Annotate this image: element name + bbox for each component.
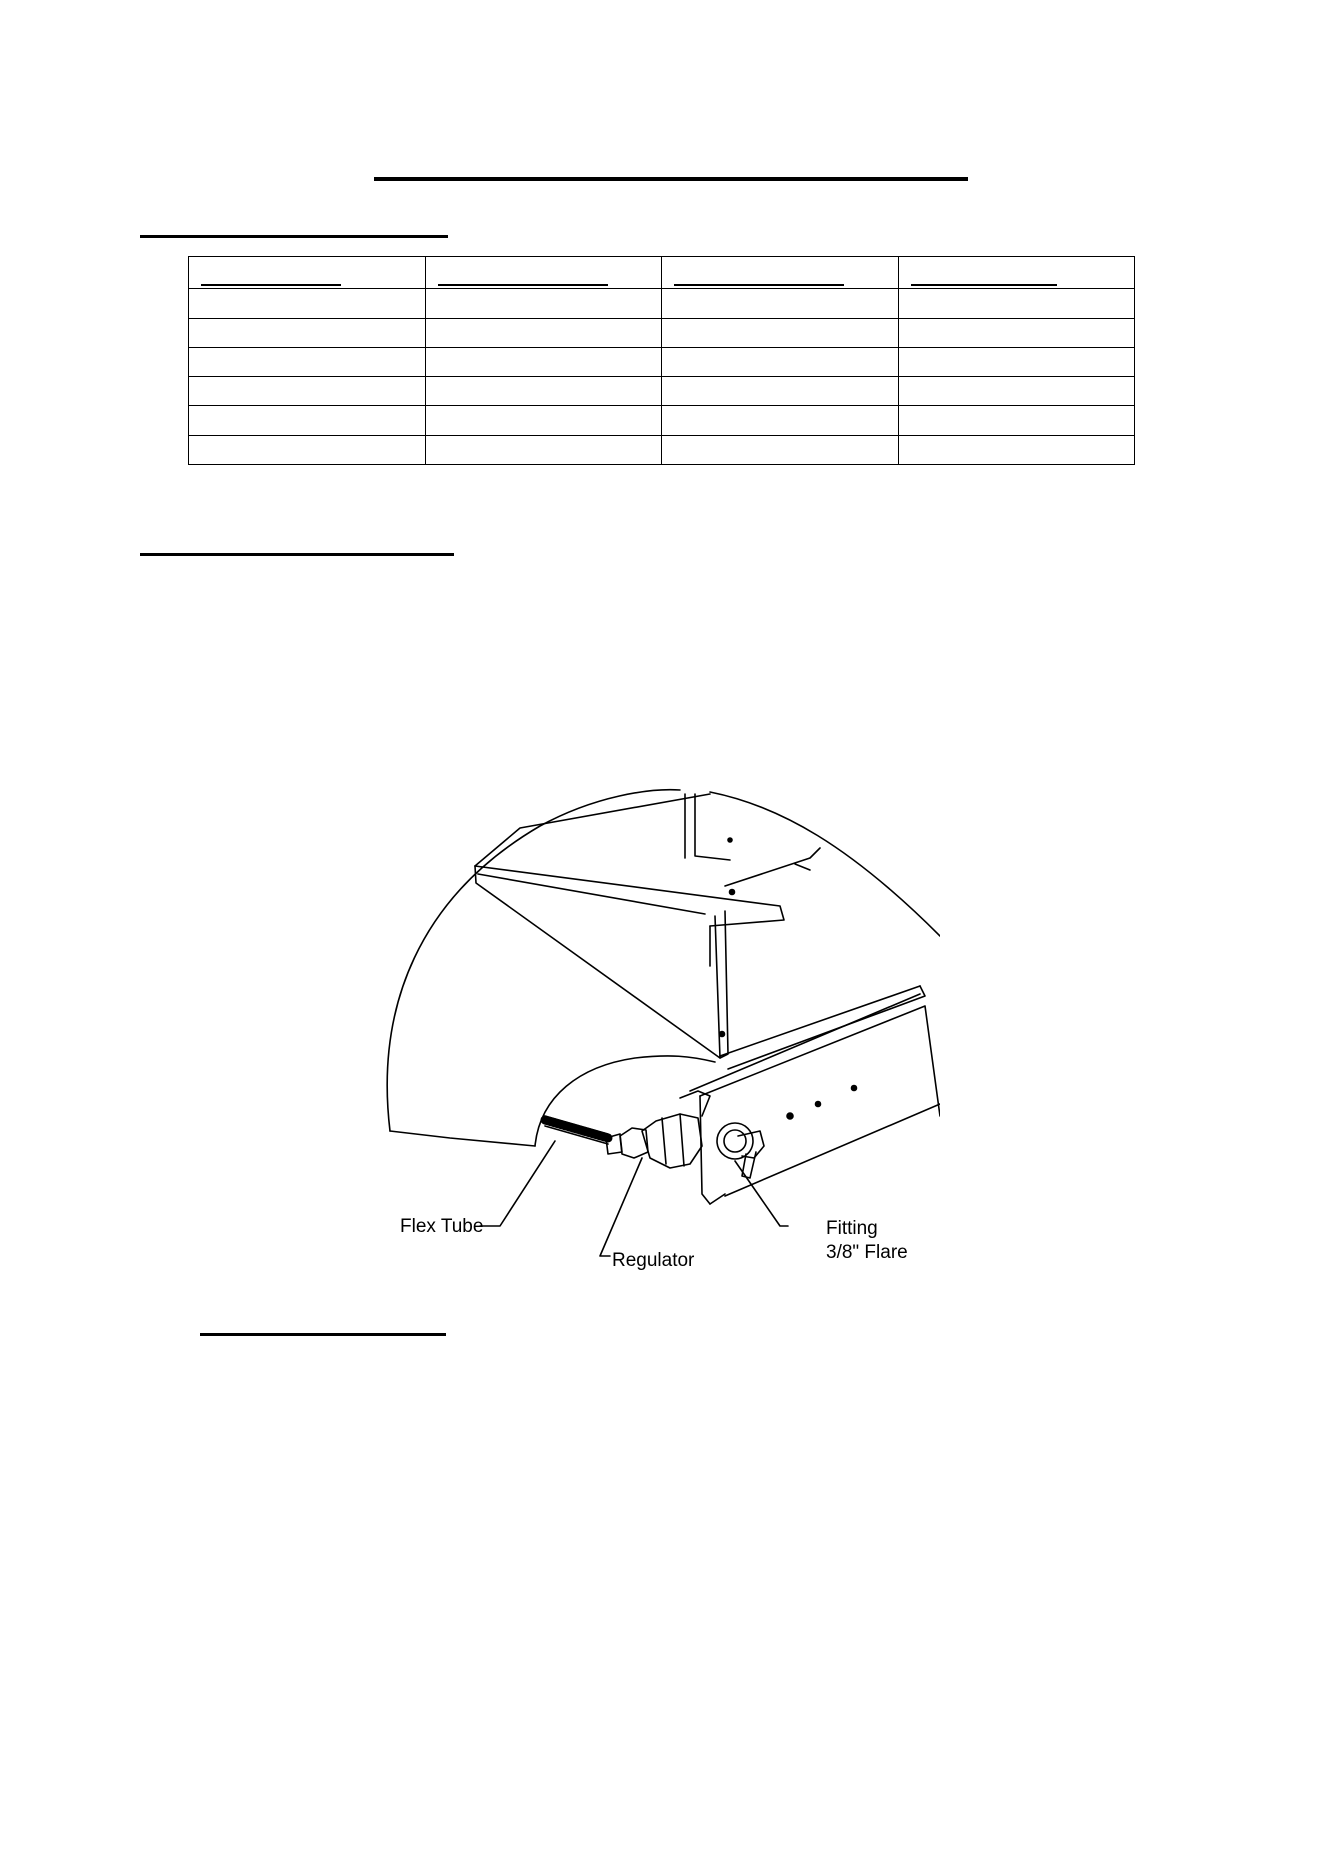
table-cell: [189, 406, 426, 435]
section-heading-rule: [200, 1333, 446, 1336]
bolt-hole: [730, 890, 735, 895]
rail-hole: [787, 1113, 793, 1119]
detail-arc: [387, 790, 680, 1131]
section-heading-rule: [140, 235, 448, 238]
table-row: [189, 289, 1135, 318]
fitting-ring: [717, 1123, 753, 1159]
rail: [700, 1006, 940, 1116]
bolt-hole: [720, 1032, 725, 1037]
section-heading-rule: [140, 553, 454, 556]
table-cell: [189, 318, 426, 347]
table-cell: [662, 435, 899, 464]
regulator-body: [662, 1118, 666, 1164]
rail-hole: [816, 1102, 821, 1107]
spec-table: [188, 256, 1135, 465]
detail-arc: [710, 792, 940, 936]
leader-line: [600, 1158, 642, 1256]
flex-tube-label: Flex Tube: [400, 1216, 484, 1237]
table-cell: [425, 318, 662, 347]
rail: [728, 986, 925, 1069]
table-header-row: [189, 257, 1135, 289]
rail: [700, 1096, 710, 1204]
fitting-ring: [724, 1130, 746, 1152]
table-cell: [662, 406, 899, 435]
table-cell: [898, 435, 1135, 464]
fitting-label: Fitting: [826, 1218, 878, 1239]
table-header-cell: [898, 257, 1135, 289]
table-cell: [189, 377, 426, 406]
table-cell: [898, 406, 1135, 435]
table-cell: [662, 289, 899, 318]
table-cell: [898, 347, 1135, 376]
regulator-assembly-figure: [380, 786, 940, 1276]
table-cell: [662, 347, 899, 376]
top-frame: [475, 866, 784, 926]
rail-hole: [852, 1086, 857, 1091]
table-header-cell: [189, 257, 426, 289]
table-cell: [425, 289, 662, 318]
rail: [725, 1104, 940, 1196]
regulator-label: Regulator: [612, 1250, 695, 1271]
regulator-body: [680, 1114, 684, 1166]
table-row: [189, 377, 1135, 406]
table-cell: [898, 289, 1135, 318]
regulator-body: [680, 1091, 710, 1116]
table-cell: [189, 435, 426, 464]
top-frame: [795, 864, 810, 870]
table-header-cell: [662, 257, 899, 289]
table-cell: [425, 406, 662, 435]
table-cell: [662, 318, 899, 347]
top-frame: [475, 794, 710, 866]
table-cell: [425, 347, 662, 376]
table-row: [189, 406, 1135, 435]
top-frame: [725, 848, 820, 886]
top-frame: [695, 794, 730, 860]
table-cell: [189, 347, 426, 376]
bolt-hole: [728, 838, 732, 842]
table-cell: [662, 377, 899, 406]
leader-line: [480, 1141, 555, 1226]
rail: [720, 986, 920, 1056]
table-cell: [189, 289, 426, 318]
rail: [690, 994, 920, 1091]
rail: [710, 1194, 725, 1204]
table-cell: [425, 377, 662, 406]
regulator-body: [642, 1114, 702, 1168]
side-panel: [390, 1131, 535, 1146]
fitting-size-label: 3/8" Flare: [826, 1242, 908, 1263]
table-row: [189, 435, 1135, 464]
table-cell: [898, 318, 1135, 347]
table-cell: [898, 377, 1135, 406]
table-cell: [425, 435, 662, 464]
page-title-rule: [374, 177, 968, 181]
table-row: [189, 347, 1135, 376]
fitting-elbow: [738, 1131, 764, 1158]
table-row: [189, 318, 1135, 347]
table-header-cell: [425, 257, 662, 289]
regulator-nut: [620, 1128, 648, 1158]
